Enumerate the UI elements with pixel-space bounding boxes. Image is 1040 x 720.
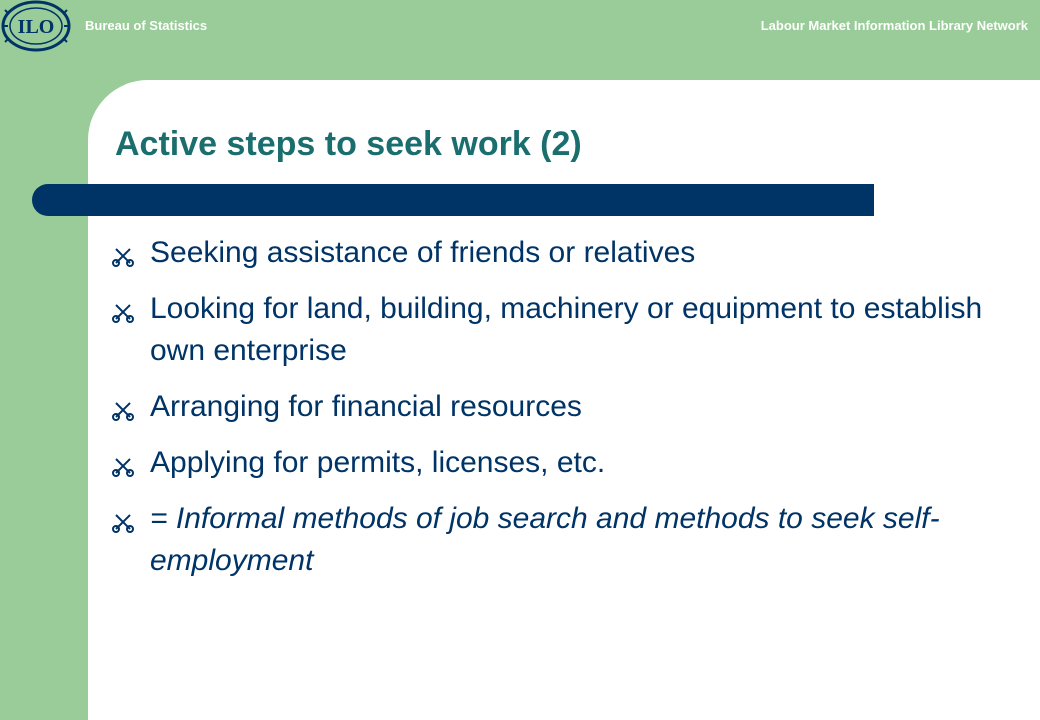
header-right-text: Labour Market Information Library Network xyxy=(760,18,1028,33)
scissors-icon xyxy=(112,399,134,421)
scissors-icon xyxy=(112,301,134,323)
bullet-item xyxy=(112,232,1002,274)
header-left-text: Bureau of Statistics xyxy=(85,18,208,33)
bullet-text: Arranging for financial resources xyxy=(150,390,582,423)
bullet-text: Seeking assistance of friends or relatives xyxy=(150,236,696,269)
bullet-item xyxy=(112,498,1002,582)
bullet-text: Applying for permits, licenses, etc. xyxy=(150,446,606,479)
bullet-text: Looking for land, building, machinery or equipment to establish own enterprise xyxy=(150,292,983,367)
scissors-icon xyxy=(112,511,134,533)
bullet-list xyxy=(112,232,1002,596)
ilo-logo-icon xyxy=(0,0,72,52)
scissors-icon xyxy=(112,455,134,477)
bullet-text: = Informal methods of job search and methods to seek self-employment xyxy=(150,502,940,577)
bullet-item xyxy=(112,386,1002,428)
logo-text: ILO xyxy=(17,16,55,38)
scissors-icon xyxy=(112,245,134,267)
title-underline-bar xyxy=(32,184,874,216)
bullet-item xyxy=(112,288,1002,372)
slide-title: Active steps to seek work (2) xyxy=(115,125,582,163)
bullet-item xyxy=(112,442,1002,484)
